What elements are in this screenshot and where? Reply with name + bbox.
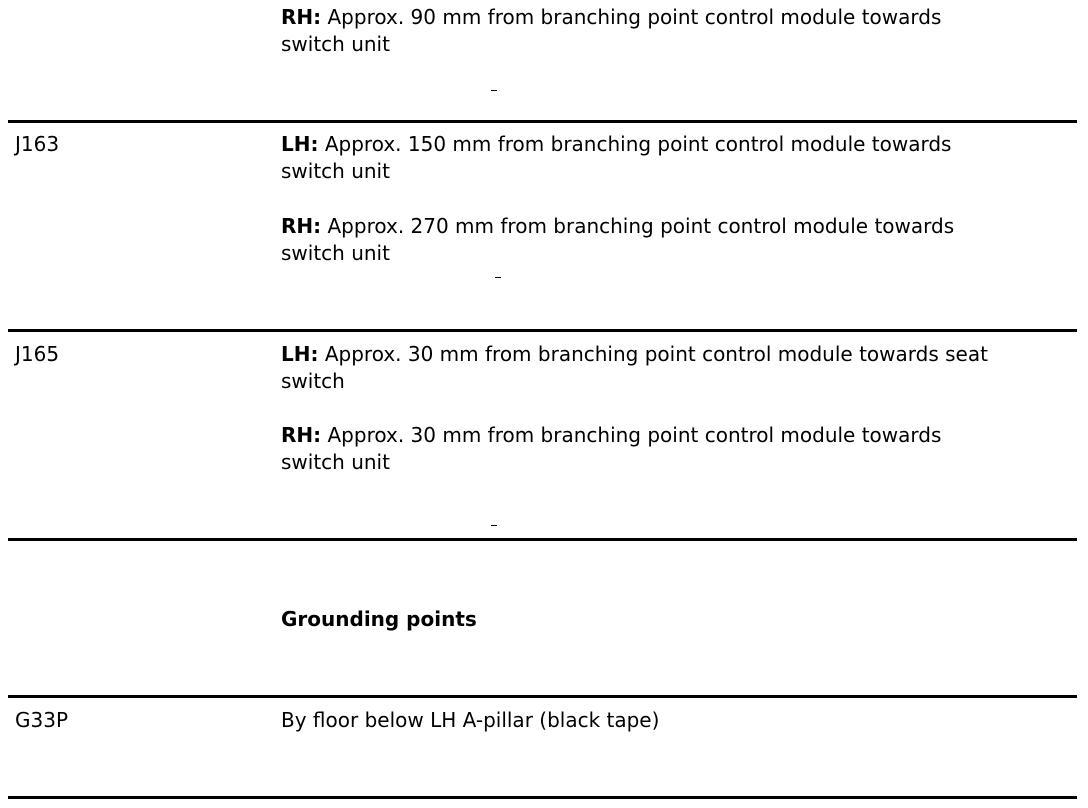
row-0-marker [491,90,497,91]
row-2-rh-line1 [281,422,1081,449]
section-heading-grounding-points: Grounding points [281,607,477,631]
row-divider [8,695,1077,698]
row-divider [8,796,1077,799]
row-0-rh-text: Approx. 90 mm from branching point control module towards [327,5,942,29]
row-1-code: J163 [15,132,60,156]
row-0-rh-line2: switch unit [281,32,390,56]
row-2-rh-text: Approx. 30 mm from branching point control module towards [327,423,942,447]
side-label: RH: [281,423,322,447]
grounding-code: G33P [15,708,69,732]
row-0-rh-entry [281,4,1081,58]
row-divider [8,120,1077,123]
row-1-lh-entry [281,131,1081,185]
side-label: RH: [281,5,322,29]
row-1-lh-text: Approx. 150 mm from branching point control module towards [324,132,952,156]
row-1-lh-line2: switch unit [281,159,390,183]
row-1-lh-line1 [281,131,1081,158]
row-divider [8,329,1077,332]
side-label: RH: [281,214,322,238]
row-2-lh-entry [281,341,1081,395]
row-2-rh-entry [281,422,1081,476]
row-1-rh-line2: switch unit [281,241,390,265]
grounding-description: By floor below LH A-pillar (black tape) [281,708,660,732]
row-1-rh-entry [281,213,1081,267]
row-divider [8,538,1077,541]
row-1-rh-text: Approx. 270 mm from branching point control module towards [327,214,955,238]
side-label: LH: [281,132,319,156]
row-2-lh-line2: switch [281,369,345,393]
row-2-marker [491,525,497,526]
side-label: LH: [281,342,319,366]
row-0-rh-line1 [281,4,1081,31]
row-1-marker [495,277,501,278]
row-2-lh-line1 [281,341,1081,368]
row-2-rh-line2: switch unit [281,450,390,474]
row-2-code: J165 [15,342,60,366]
row-2-lh-text: Approx. 30 mm from branching point control module towards seat [324,342,988,366]
row-1-rh-line1 [281,213,1081,240]
